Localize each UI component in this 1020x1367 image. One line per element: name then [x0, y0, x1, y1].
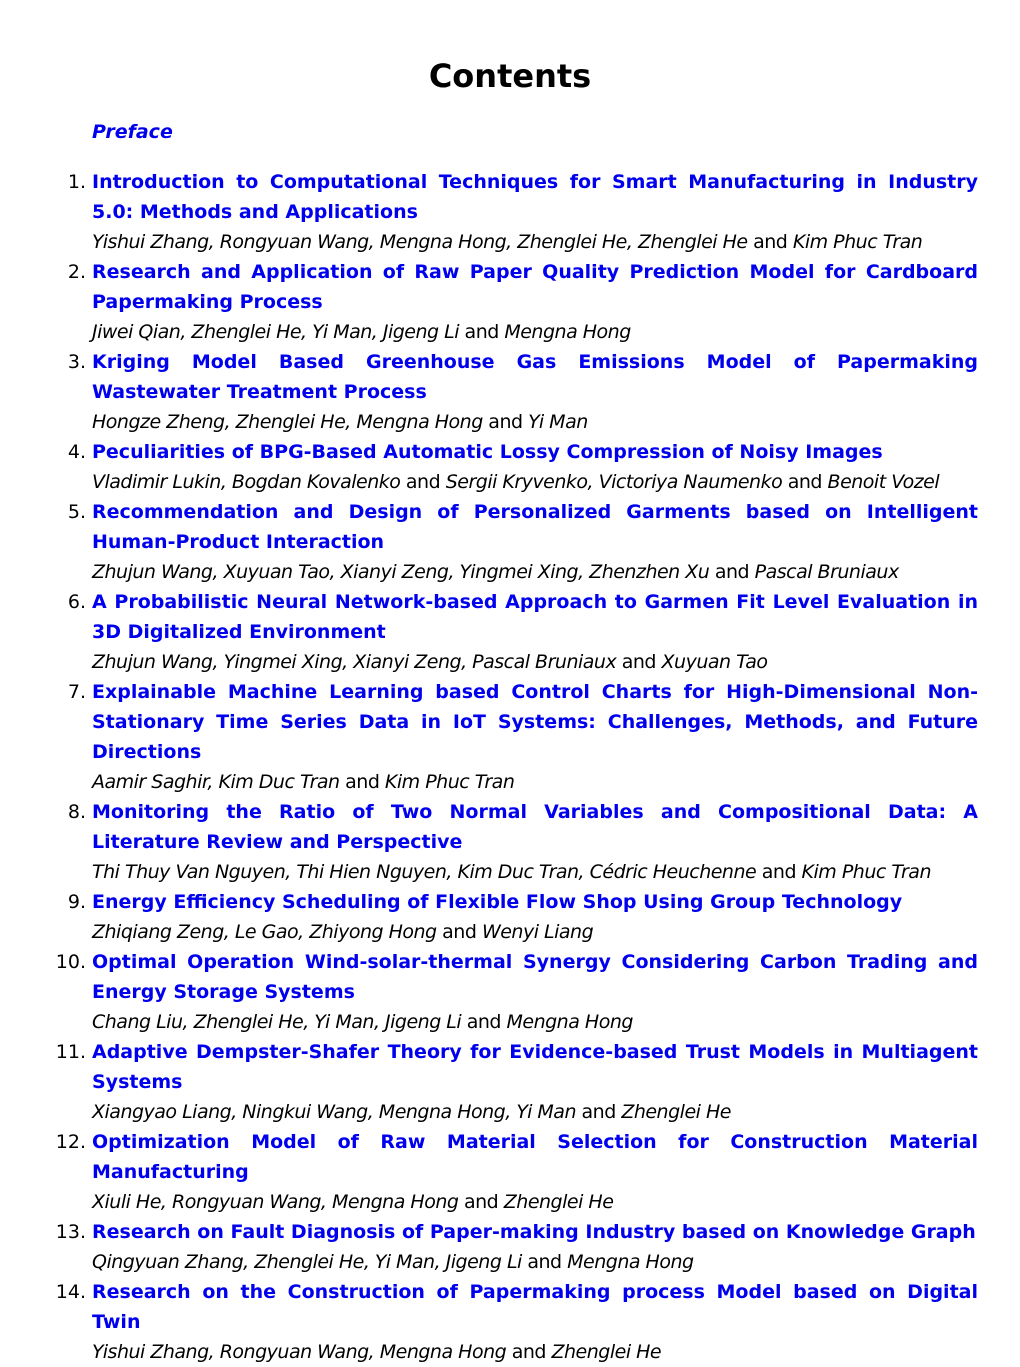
author-conjunction: and: [482, 411, 529, 433]
chapter-authors: [92, 1007, 978, 1037]
entry-number: 4.: [67, 441, 86, 463]
chapter-title-link[interactable]: Peculiarities of BPG-Based Automatic Lossy Compression of Noisy Images: [92, 441, 883, 463]
chapter-authors: [92, 857, 978, 887]
author-names: Mengna Hong: [567, 1251, 694, 1273]
chapter-title-link[interactable]: Optimal Operation Wind-solar-thermal Synergy Considering Carbon Trading and Energy Storage Systems: [92, 951, 978, 1003]
author-names: Qingyuan Zhang, Zhenglei He, Yi Man, Jigeng Li: [92, 1251, 522, 1273]
chapter-authors: [92, 1337, 978, 1367]
author-names: Jiwei Qian, Zhenglei He, Yi Man, Jigeng Li: [92, 321, 460, 343]
author-names: Zhenglei He: [621, 1101, 731, 1123]
author-names: Xiuli He, Rongyuan Wang, Mengna Hong: [92, 1191, 459, 1213]
toc-entry: [0, 947, 1020, 1037]
author-names: Xiangyao Liang, Ningkui Wang, Mengna Hong, Yi Man: [92, 1101, 576, 1123]
author-conjunction: and: [436, 921, 482, 943]
toc-entry: [0, 1037, 1020, 1127]
author-names: Vladimir Lukin, Bogdan Kovalenko: [92, 471, 401, 493]
chapter-title-link[interactable]: Research on Fault Diagnosis of Paper-making Industry based on Knowledge Graph: [92, 1221, 976, 1243]
author-names: Benoit Vozel: [827, 471, 940, 493]
chapter-authors: [92, 1247, 978, 1277]
author-names: Yishui Zhang, Rongyuan Wang, Mengna Hong: [92, 1341, 507, 1363]
author-conjunction: and: [521, 1251, 568, 1273]
author-names: Kim Phuc Tran: [792, 231, 923, 253]
author-conjunction: and: [458, 1191, 504, 1213]
author-conjunction: and: [709, 561, 755, 583]
author-names: Thi Thuy Van Nguyen, Thi Hien Nguyen, Kim Duc Tran, Cédric Heuchenne: [92, 861, 757, 883]
author-names: Xuyuan Tao: [661, 651, 768, 673]
chapter-title-link[interactable]: Research and Application of Raw Paper Quality Prediction Model for Cardboard Papermaking Process: [92, 261, 978, 313]
toc-entry: [0, 167, 1020, 257]
toc-entry: [0, 1127, 1020, 1217]
author-conjunction: and: [756, 861, 802, 883]
preface-link[interactable]: Preface: [92, 121, 173, 143]
author-names: Yi Man: [528, 411, 588, 433]
chapter-authors: [92, 647, 978, 677]
author-conjunction: and: [339, 771, 385, 793]
toc-entry: [0, 677, 1020, 797]
author-names: Zhenglei He: [503, 1191, 614, 1213]
chapter-authors: [92, 917, 978, 947]
page-title: Contents: [428, 57, 592, 95]
author-conjunction: and: [461, 1011, 507, 1033]
chapter-title-link[interactable]: Introduction to Computational Techniques for Smart Manufacturing in Industry 5.0: Methods and Applications: [92, 171, 978, 223]
entry-number: 2.: [67, 261, 86, 283]
chapter-authors: [92, 227, 978, 257]
entry-number: 13.: [55, 1221, 86, 1243]
chapter-authors: [92, 767, 978, 797]
chapter-authors: [92, 1187, 978, 1217]
author-names: Zhiqiang Zeng, Le Gao, Zhiyong Hong: [92, 921, 437, 943]
author-conjunction: and: [400, 471, 446, 493]
chapter-title-link[interactable]: Energy Efficiency Scheduling of Flexible Flow Shop Using Group Technology: [92, 891, 903, 913]
chapter-title-link[interactable]: Recommendation and Design of Personalized Garments based on Intelligent Human-Product Interaction: [92, 501, 978, 553]
author-names: Pascal Bruniaux: [754, 561, 899, 583]
author-names: Chang Liu, Zhenglei He, Yi Man, Jigeng Li: [92, 1011, 462, 1033]
table-of-contents: [0, 167, 1020, 1367]
author-names: Mengna Hong: [506, 1011, 633, 1033]
author-conjunction: and: [459, 321, 505, 343]
entry-number: 7.: [67, 681, 86, 703]
entry-number: 9.: [67, 891, 86, 913]
author-names: Yishui Zhang, Rongyuan Wang, Mengna Hong, Zhenglei He, Zhenglei He: [92, 231, 748, 253]
chapter-title-link[interactable]: Optimization Model of Raw Material Selection for Construction Material Manufacturing: [92, 1131, 978, 1183]
author-names: Kim Phuc Tran: [384, 771, 515, 793]
entry-number: 5.: [67, 501, 86, 523]
chapter-title-link[interactable]: Monitoring the Ratio of Two Normal Variables and Compositional Data: A Literature Review and Perspective: [92, 801, 978, 853]
entry-number: 3.: [67, 351, 86, 373]
chapter-authors: [92, 467, 978, 497]
chapter-title-link[interactable]: A Probabilistic Neural Network-based Approach to Garmen Fit Level Evaluation in 3D Digitalized Environment: [92, 591, 978, 643]
toc-entry: [0, 497, 1020, 587]
author-names: Aamir Saghir, Kim Duc Tran: [92, 771, 340, 793]
entry-number: 10.: [55, 951, 86, 973]
author-names: Mengna Hong: [504, 321, 631, 343]
author-names: Wenyi Liang: [481, 921, 594, 943]
toc-entry: [0, 587, 1020, 677]
chapter-authors: [92, 317, 978, 347]
toc-entry: [0, 887, 1020, 947]
author-names: Kim Phuc Tran: [801, 861, 931, 883]
toc-entry: [0, 1217, 1020, 1277]
chapter-authors: [92, 407, 978, 437]
author-names: Sergii Kryvenko, Victoriya Naumenko: [445, 471, 783, 493]
entry-number: 11.: [55, 1041, 86, 1063]
chapter-authors: [92, 557, 978, 587]
toc-entry: [0, 257, 1020, 347]
chapter-authors: [92, 1097, 978, 1127]
entry-number: 1.: [67, 171, 86, 193]
author-conjunction: and: [782, 471, 828, 493]
entry-number: 6.: [67, 591, 86, 613]
chapter-title-link[interactable]: Explainable Machine Learning based Control Charts for High-Dimensional Non-Stationary Time Series Data in IoT Systems: Challenges, Methods, and Future Directions: [92, 681, 978, 763]
author-names: Hongze Zheng, Zhenglei He, Mengna Hong: [92, 411, 483, 433]
entry-number: 8.: [67, 801, 86, 823]
author-conjunction: and: [506, 1341, 552, 1363]
author-conjunction: and: [616, 651, 662, 673]
toc-entry: [0, 797, 1020, 887]
entry-number: 12.: [55, 1131, 86, 1153]
chapter-title-link[interactable]: Adaptive Dempster-Shafer Theory for Evidence-based Trust Models in Multiagent Systems: [92, 1041, 978, 1093]
author-names: Zhenglei He: [551, 1341, 662, 1363]
entry-number: 14.: [55, 1281, 86, 1303]
author-names: Zhujun Wang, Yingmei Xing, Xianyi Zeng, Pascal Bruniaux: [92, 651, 617, 673]
author-conjunction: and: [575, 1101, 622, 1123]
chapter-title-link[interactable]: Research on the Construction of Papermaking process Model based on Digital Twin: [92, 1281, 978, 1333]
toc-entry: [0, 437, 1020, 497]
chapter-title-link[interactable]: Kriging Model Based Greenhouse Gas Emissions Model of Papermaking Wastewater Treatment Process: [92, 351, 978, 403]
author-conjunction: and: [747, 231, 793, 253]
toc-entry: [0, 347, 1020, 437]
author-names: Zhujun Wang, Xuyuan Tao, Xianyi Zeng, Yingmei Xing, Zhenzhen Xu: [92, 561, 710, 583]
toc-entry: [0, 1277, 1020, 1367]
